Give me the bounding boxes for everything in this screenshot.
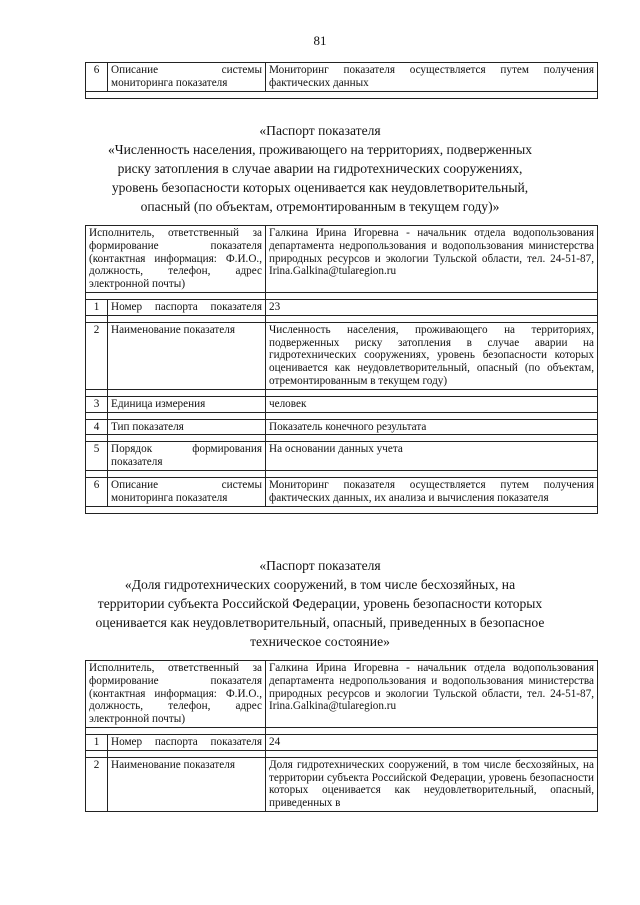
executor-value: Галкина Ирина Игоревна - начальник отдела водопользования департамента недропользования и водопользования министерства природных ресурсов и экологии Тульской области, тел. 24-51-87, Irina.Galkina@tularegion.ru — [266, 661, 598, 728]
heading-line: «Паспорт показателя — [259, 123, 381, 138]
heading-line: «Паспорт показателя — [259, 558, 381, 573]
executor-row — [86, 661, 598, 728]
row-value: Доля гидротехнических сооружений, в том числе бесхозяйных, на территории субъекта Российской Федерации, уровень безопасности которых оценивается как неудовлетворительный, опасный, приведенных в — [266, 757, 598, 811]
heading-line: техническое состояние» — [250, 634, 390, 649]
row-number: 6 — [86, 63, 108, 92]
heading-line: риску затопления в случае аварии на гидротехнических сооружениях, — [117, 161, 523, 176]
row-number: 1 — [86, 734, 108, 750]
table-row — [86, 63, 598, 92]
executor-row — [86, 226, 598, 293]
row-label: Единица измерения — [108, 396, 266, 412]
row-number: 3 — [86, 396, 108, 412]
row-value: Численность населения, проживающего на территориях, подверженных риску затопления в случае аварии на гидротехнических сооружениях, уровень безопасности которых оценивается как неудовлетворительный, опасный (по объектам, отремонтированным в текущем году) — [266, 322, 598, 389]
table-row — [86, 477, 598, 506]
row-number: 2 — [86, 757, 108, 811]
row-label: Наименование показателя — [108, 322, 266, 389]
row-number: 1 — [86, 299, 108, 315]
table-row — [86, 442, 598, 471]
heading-line: территории субъекта Российской Федерации, уровень безопасности которых — [97, 596, 543, 611]
passport-2-heading — [60, 556, 580, 651]
table-row — [86, 322, 598, 389]
heading-line: уровень безопасности которых оценивается как неудовлетворительный, — [111, 180, 529, 195]
row-label: Описание системы мониторинга показателя — [108, 477, 266, 506]
row-value: Показатель конечного результата — [266, 419, 598, 435]
row-label: Номер паспорта показателя — [108, 734, 266, 750]
row-value: 24 — [266, 734, 598, 750]
row-number: 2 — [86, 322, 108, 389]
row-number: 6 — [86, 477, 108, 506]
row-value: 23 — [266, 299, 598, 315]
executor-value: Галкина Ирина Игоревна - начальник отдела водопользования департамента недропользования и водопользования министерства природных ресурсов и экологии Тульской области, тел. 24-51-87, Irina.Galkina@tularegion.ru — [266, 226, 598, 293]
passport-2-table — [85, 660, 598, 812]
row-label: Порядок формирования показателя — [108, 442, 266, 471]
page-number: 81 — [313, 33, 327, 48]
top-table — [85, 62, 598, 99]
passport-1-table — [85, 225, 598, 514]
heading-line: «Численность населения, проживающего на территориях, подверженных — [107, 142, 533, 157]
row-value: Мониторинг показателя осуществляется путем получения фактических данных, их анализа и вычисления показателя — [266, 477, 598, 506]
executor-label: Исполнитель, ответственный за формирование показателя (контактная информация: Ф.И.О., должность, телефон, адрес электронной почты) — [86, 226, 266, 293]
table-row — [86, 734, 598, 750]
table-row — [86, 396, 598, 412]
heading-line: опасный (по объектам, отремонтированным в текущем году)» — [140, 199, 500, 214]
row-label: Описание системы мониторинга показателя — [108, 63, 266, 92]
passport-1-heading — [60, 121, 580, 216]
row-value: Мониторинг показателя осуществляется путем получения фактических данных — [266, 63, 598, 92]
executor-label: Исполнитель, ответственный за формирование показателя (контактная информация: Ф.И.О., должность, телефон, адрес электронной почты) — [86, 661, 266, 728]
row-number: 4 — [86, 419, 108, 435]
table-row — [86, 757, 598, 811]
table-row — [86, 299, 598, 315]
table-row — [86, 419, 598, 435]
row-label: Номер паспорта показателя — [108, 299, 266, 315]
row-label: Тип показателя — [108, 419, 266, 435]
row-value: человек — [266, 396, 598, 412]
row-value: На основании данных учета — [266, 442, 598, 471]
heading-line: оценивается как неудовлетворительный, опасный, приведенных в безопасное — [95, 615, 545, 630]
row-number: 5 — [86, 442, 108, 471]
heading-line: «Доля гидротехнических сооружений, в том числе бесхозяйных, на — [124, 577, 516, 592]
row-label: Наименование показателя — [108, 757, 266, 811]
